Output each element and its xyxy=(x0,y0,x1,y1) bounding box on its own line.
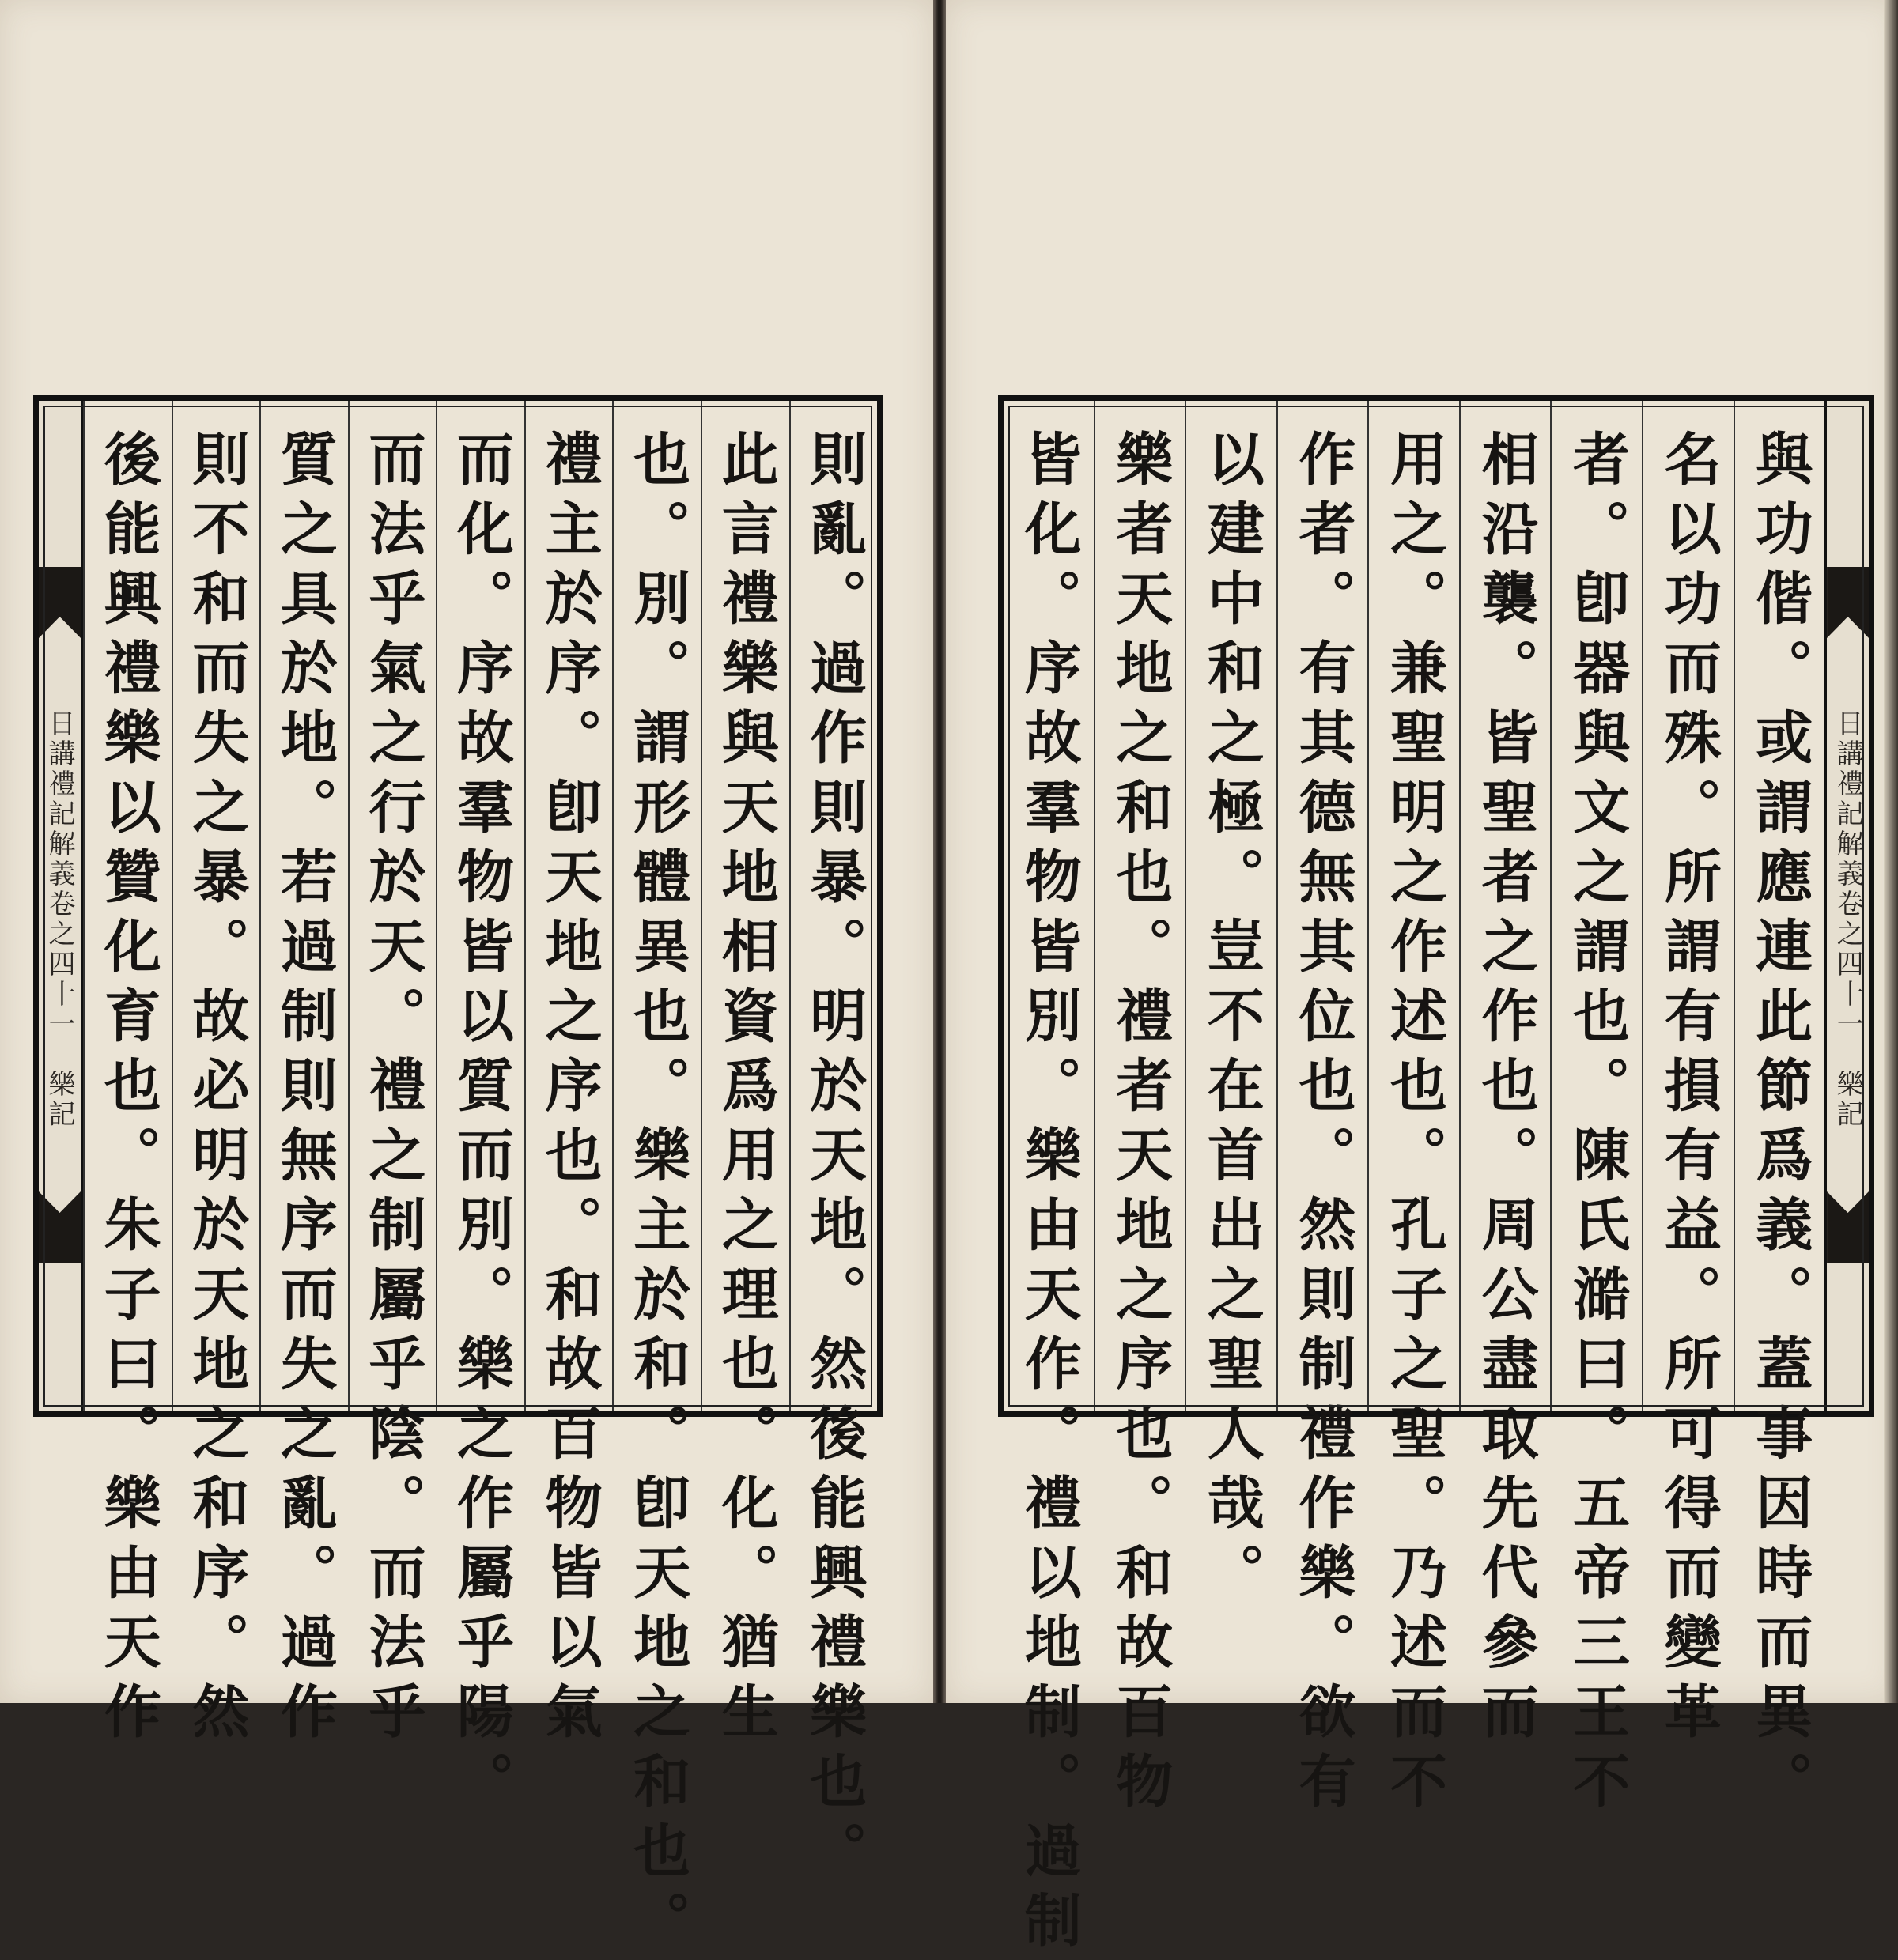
column-text: 此言禮樂與天地相資爲用之理也。化。猶生 xyxy=(712,429,780,1751)
text-column xyxy=(83,401,172,1751)
column-text: 則亂。過作則暴。明於天地。然後能興禮樂也。 xyxy=(800,429,868,1890)
right-text-frame xyxy=(998,395,1874,1960)
text-column xyxy=(1367,401,1459,1821)
column-text: 相沿襲。皆聖者之作也。周公盡取先代參而 xyxy=(1472,429,1540,1751)
text-column xyxy=(1185,401,1276,1612)
page-edge xyxy=(1884,0,1898,1703)
text-column xyxy=(524,401,613,1751)
banxin-title: 日講禮記解義卷之四十一 樂記 xyxy=(43,709,75,1130)
column-text: 也。別。謂形體異也。樂主於和。卽天地之和也。 xyxy=(624,429,692,1960)
text-column xyxy=(612,401,701,1960)
text-column xyxy=(172,401,260,1751)
column-text: 以建中和之極。豈不在首出之聖人哉。 xyxy=(1197,429,1265,1612)
column-text: 用之。兼聖明之作述也。孔子之聖。乃述而不 xyxy=(1381,429,1449,1821)
banxin-title: 日講禮記解義卷之四十一 樂記 xyxy=(1832,709,1864,1130)
text-column xyxy=(436,401,524,1821)
column-text: 禮主於序。卽天地之序也。和故百物皆以氣 xyxy=(535,429,603,1751)
text-column xyxy=(1642,401,1734,1751)
text-column xyxy=(1550,401,1642,1821)
column-text: 則不和而失之暴。故必明於天地之和序。然 xyxy=(183,429,251,1751)
column-text: 後能興禮樂以贊化育也。朱子曰。樂由天作 xyxy=(94,429,162,1751)
column-text: 名以功而殊。所謂有損有益。所可得而變革 xyxy=(1654,429,1722,1751)
fish-tail-top xyxy=(39,567,81,638)
column-text: 而化。序故羣物皆以質而別。樂之作屬乎陽。 xyxy=(448,429,516,1821)
column-text: 樂者天地之和也。禮者天地之序也。和故百物 xyxy=(1106,429,1174,1821)
column-text: 皆化。序故羣物皆別。樂由天作。禮以地制。過制 xyxy=(1015,429,1083,1960)
left-text-frame xyxy=(33,395,883,1960)
column-text: 與功偕。或謂應連此節爲義。蓋事因時而異。 xyxy=(1746,429,1814,1821)
text-column xyxy=(348,401,437,1751)
left-banxin xyxy=(39,401,83,1411)
text-column xyxy=(1094,401,1185,1821)
text-column xyxy=(1276,401,1368,1821)
text-column xyxy=(701,401,789,1751)
text-column xyxy=(259,401,348,1751)
book-gutter xyxy=(933,0,946,1703)
text-column xyxy=(1459,401,1551,1751)
text-column xyxy=(1734,401,1825,1821)
text-column xyxy=(1004,401,1094,1960)
column-text: 者。卽器與文之謂也。陳氏澔曰。五帝三王不 xyxy=(1563,429,1631,1821)
column-text: 質之具於地。若過制則無序而失之亂。過作 xyxy=(270,429,338,1751)
column-text: 而法乎氣之行於天。禮之制屬乎陰。而法乎 xyxy=(359,429,427,1751)
fish-tail-top xyxy=(1827,567,1869,638)
right-banxin xyxy=(1824,401,1869,1411)
text-column xyxy=(789,401,878,1890)
column-text: 作者。有其德無其位也。然則制禮作樂。欲有 xyxy=(1289,429,1357,1821)
